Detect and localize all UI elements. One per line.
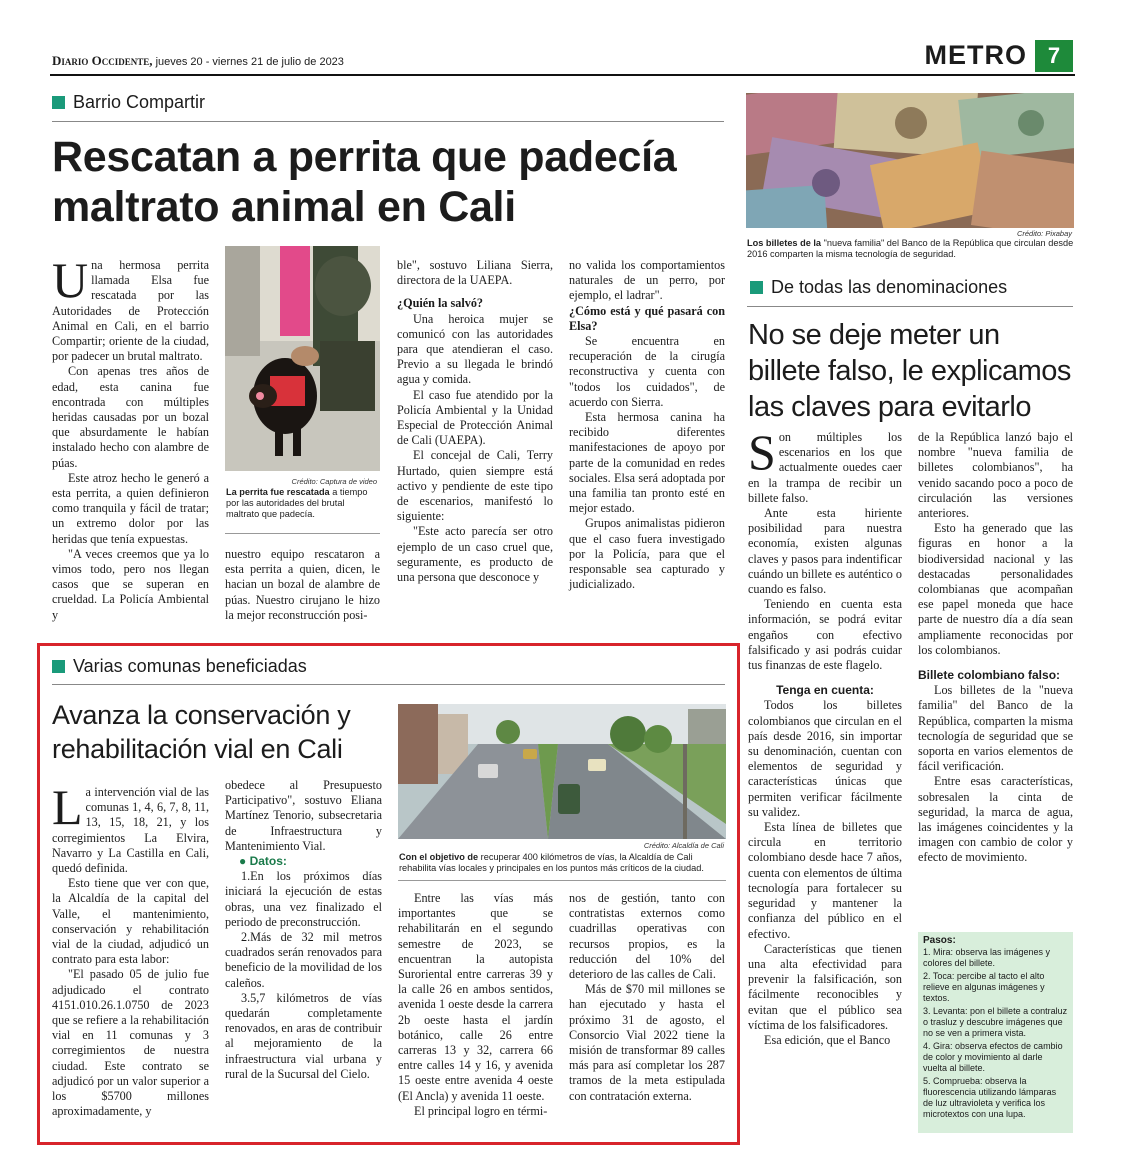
masthead bbox=[50, 40, 1075, 76]
subhead-quien: ¿Quién la salvó? bbox=[397, 296, 484, 311]
story1-dropcap: U bbox=[52, 252, 89, 308]
page-number: 7 bbox=[1035, 40, 1073, 72]
kicker-square-icon bbox=[52, 660, 65, 673]
banknotes-photo-caption: Los billetes de la "nueva familia" del Banco de la República que circulan desde 2016 comparten la misma tecnología de seguridad. bbox=[747, 238, 1074, 259]
story2-col2: de la República lanzó bajo el nombre "nueva familia de billetes colombianos", ha venido sacando poco a poco de circulación las versiones anteriores. Esto ha generado que las figuras en honor a la biodiversidad nacional y las destacadas personalidades colombianas que acompañan ese papel moneda que hace parte de nuestro día a día sean ampliamente reconocidas por los colombianos. Billete colombiano falso: Los billetes de la "nueva familia" del Banco de la República, comparten la misma tecnología de seguridad que se soporta en varios elementos de fácil verificación. Entre esas características, sobresalen la cinta de seguridad, la marca de agua, las imágenes coincidentes y la imagen con cambio de color y efecto de movimiento. bbox=[918, 430, 1073, 865]
story1-col2: nuestro equipo rescataron a esta perrita a quien, dicen, le hacian un bozal de alambre de púas. Nuestro cirujano le hizo la mejor reconstrucción posi- bbox=[225, 547, 380, 622]
pasos-box bbox=[918, 932, 1073, 1133]
pasos-item: 3. Levanta: pon el billete a contraluz o trasluz y descubre imágenes que no se ven a primera vista. bbox=[923, 1006, 1068, 1038]
story3-kicker-rule bbox=[52, 684, 725, 685]
caption-rule bbox=[225, 533, 380, 534]
paper-name: Diario Occidente, bbox=[52, 53, 153, 68]
story3-col3: Entre las vías más importantes que se rehabilitarán en el segundo semestre de 2023, se encuentran la autopista Suroriental entre carreras 39 y la calle 26 en ambos sentidos, avenida 1 oeste desde la carrera 2b oeste hasta el jardín botánico, calle 26 entre carreras 13 y 32, carrera 66 entre calles 14 y 16, y avenida 15 oeste entre avenida 4 oeste (El Ancla) y avenida 11 oeste. El principal logro en térmi- bbox=[398, 891, 553, 1118]
story3-col2: obedece al Presupuesto Participativo", sostuvo Eliana Martínez Tenorio, subsecretaria de Infraestructura y Mantenimiento Vial. ● Datos: 1.En los próximos días iniciará la ejecución de estas obras, una vez finalizado el periodo de preconstrucción. 2.Más de 32 mil metros cuadrados serán renovados para beneficio de la movilidad de los caleños. 3.5,7 kilómetros de vías quedarán completamente renovados, en aras de contribuir al mejoramiento de la infraestructura vial urbana y rural de la Sucursal del Cielo. bbox=[225, 778, 382, 1081]
dog-photo bbox=[225, 246, 380, 471]
story2-headline: No se deje meter un billete falso, le explicamos las claves para evitarlo bbox=[748, 319, 1071, 423]
pasos-title: Pasos: bbox=[923, 935, 956, 946]
kicker-square-icon bbox=[750, 281, 763, 294]
section-name: METRO bbox=[924, 40, 1027, 70]
story1-headline: Rescatan a perrita que padecía maltrato animal en Cali bbox=[52, 133, 677, 231]
road-photo bbox=[398, 704, 726, 839]
story3-col4: nos de gestión, tanto con contratistas externos como cuadrillas operativas con recursos propios, es la reducción del 10% del deterioro de las calles de Cali. Más de $70 mil millones se han ejecutado y hasta el próximo 31 de agosto, el Consorcio Vial 2022 tiene la misión de transformar 89 calles más para así completar los 287 tramos de la meta estipulada con contratación externa. bbox=[569, 891, 725, 1103]
banknotes-photo-credit: Crédito: Pixabay bbox=[1016, 229, 1072, 238]
road-photo-caption: Con el objetivo de recuperar 400 kilómetros de vías, la Alcaldía de Cali rehabilita vías locales y principales en los puntos más críticos de la ciudad. bbox=[399, 852, 704, 873]
story1-kicker-rule bbox=[52, 121, 724, 122]
story2-kicker: De todas las denominaciones bbox=[750, 277, 1007, 298]
pasos-item: 2. Toca: percibe al tacto el alto relieve en algunas imágenes y textos. bbox=[923, 971, 1045, 1003]
road-photo-credit: Crédito: Alcaldía de Cali bbox=[643, 841, 724, 850]
story3-headline: Avanza la conservación y rehabilitación vial en Cali bbox=[52, 700, 351, 764]
story2-col1: Son múltiples los escenarios en los que actualmente ouedes caer en la trampa de recibir un billete falso. Ante esta hiriente posibilidad para nuestra economía, existen algunas claves y pasos para indentificar cuándo un billete es auténtico o cuando es falso. Teniendo en cuenta esta información, se podrá evitar engaños con efectivo falsificado y asi podrás cuidar tus finanzas de este flagelo. Tenga en cuenta: Todos los billetes colombianos que circulan en el país desde 2016, sin importar su denominación, cuentan con elementos de seguridad y características únicas que permiten verificar fácilmente su validez. Esta línea de billetes que circula en territorio colombiano desde hace 7 años, cuenta con elementos de última tecnología para fortalecer su seguridad y mantener la confianza del público en el efectivo. Características que tienen una alta efectividad para prevenir la falsificación, son fácilmente reconocibles y evitan que el público sea víctima de los falsificadores. Esa edición, que el Banco bbox=[748, 424, 902, 1047]
subhead-datos: ● Datos: bbox=[239, 854, 287, 869]
subhead-tenga: Tenga en cuenta: bbox=[776, 683, 874, 698]
dog-photo-caption: La perrita fue rescatada a tiempo por las autoridades del brutal maltrato que padecía. bbox=[226, 487, 368, 519]
kicker-square-icon bbox=[52, 96, 65, 109]
story1-col3: ble", sostuvo Liliana Sierra, directora de la UAEPA. ¿Quién la salvó? Una heroica mujer se comunicó con las autoridades para que atendieran el caso. Previo a su llegada le brindó agua y comida. El caso fue atendido por la Policía Ambiental y la Unidad Especial de Protección Animal de Cali (UAEPA). El concejal de Cali, Terry Hurtado, quien siempre está activo y pendiente de este tipo de escenarios, manifestó lo siguiente: "Este acto parecía ser otro ejemplo de un caso cruel que, seguramente, es producto de una persona que desconoce y bbox=[397, 258, 553, 585]
banknotes-photo bbox=[746, 93, 1074, 228]
story3-col1: La intervención vial de las comunas 1, 4, 6, 7, 8, 11, 13, 15, 18, 21, y los corregimientos La Elvira, Navarro y La Castilla en Cali, quedó definida. Esto tiene que ver con que, la Alcaldía de la capital del Valle, el mantenimiento, conservación y rehabilitación vial de la ciudad, adjudicó un contrato para esta labor: "El pasado 05 de julio fue adjudicado el contrato 4151.010.26.1.0750 de 2023 que se refiere a la rehabilitación vial en 11 comunas y 3 corregimientos de nuestra ciudad. Este contrato se adjudicó por un valor superior a los $5700 millones aproximadamente, y bbox=[52, 779, 209, 1119]
issue-date: jueves 20 - viernes 21 de julio de 2023 bbox=[152, 56, 344, 68]
story2-dropcap: S bbox=[748, 424, 776, 480]
pasos-item: 4. Gira: observa efectos de cambio de color y movimiento al darle vuelta al billete. bbox=[923, 1041, 1063, 1073]
caption-rule bbox=[398, 880, 726, 881]
story1-col4: no valida los comportamientos naturales de un perro, por ejemplo, el ladrar". ¿Cómo está y qué pasará con Elsa? Se encuentra en recuperación de la cirugía reconstructiva y cuenta con "todos los cuidados", de acuerdo con Sierra. Esta hermosa canina ha recibido diferentes manifestaciones de apoyo por parte de la comunidad en redes sociales. Elsa será adoptada por una familia tan pronto esté en mejor estado. Grupos animalistas pidieron que el caso fuera investigado por la Policía, para que el responsable sea capturado y judicializado. bbox=[569, 258, 725, 592]
story3-kicker: Varias comunas beneficiadas bbox=[52, 656, 307, 677]
story1-kicker: Barrio Compartir bbox=[52, 92, 205, 113]
story2-kicker-rule bbox=[747, 306, 1073, 307]
story3-dropcap: L bbox=[52, 779, 83, 835]
subhead-billete-falso: Billete colombiano falso: bbox=[918, 668, 1061, 683]
subhead-como: ¿Cómo está y qué pasará con Elsa? bbox=[569, 303, 725, 333]
story1-col1: Una hermosa perrita llamada Elsa fue rescatada por las Autoridades de Protección Animal en Cali, en el barrio Compartir; oriente de la ciudad, por padecer un brutal maltrato. Con apenas tres años de edad, esta canina fue encontrada con múltiples heridas causadas por un bozal que absurdamente le habían instalado hecho con alambre de púas. Este atroz hecho le generó a esta perrita, a quien definieron como tranquila y fácil de tratar; un extremo dolor por las heridas que tenía expuestas. "A veces creemos que ya lo vimos todo, pero nos llegan casos que se superan en crueldad. La Policía Ambiental y bbox=[52, 252, 209, 622]
dog-photo-credit: Crédito: Captura de video bbox=[291, 477, 377, 486]
pasos-item: 5. Comprueba: observa la fluorescencia utilizando lámparas de luz ultravioleta y verifica los microtextos con una lupa. bbox=[923, 1076, 1057, 1119]
pasos-item: 1. Mira: observa las imágenes y colores del billete. bbox=[923, 947, 1051, 968]
